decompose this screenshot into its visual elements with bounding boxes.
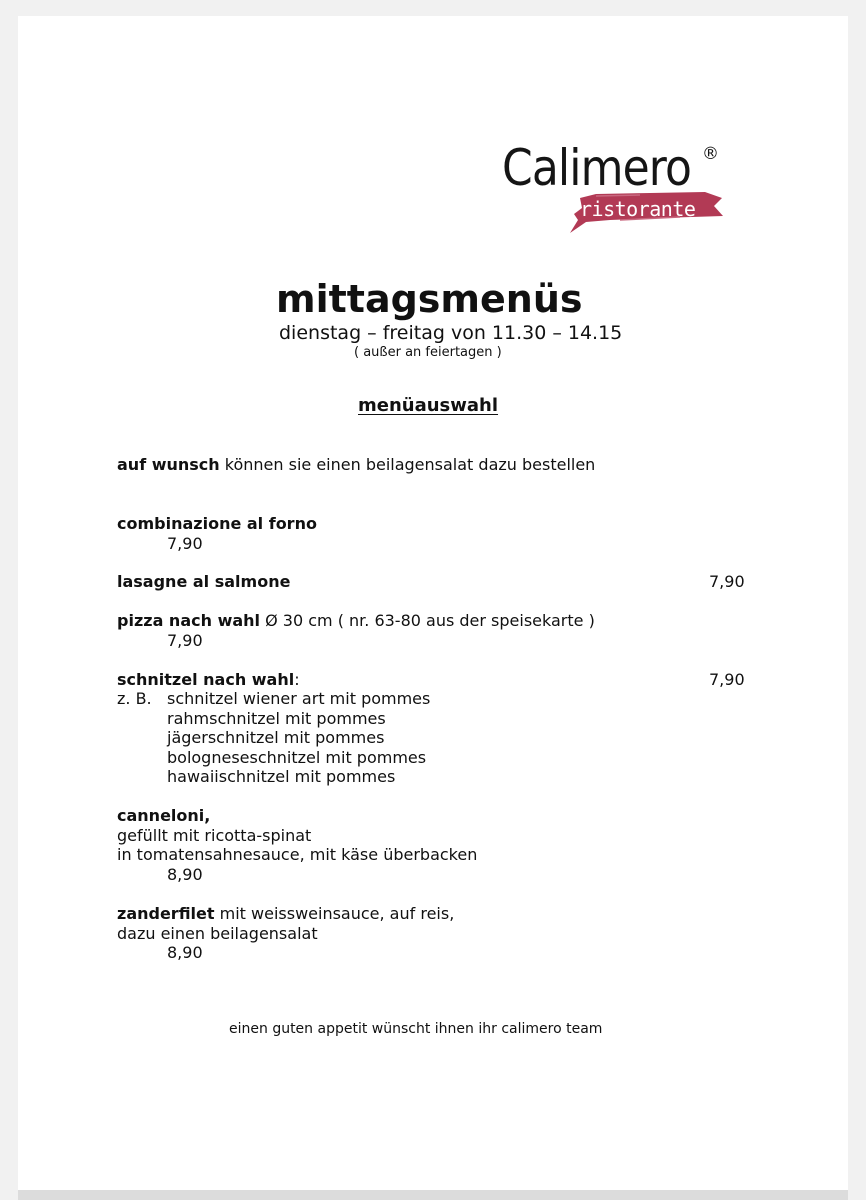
intro-rest: können sie einen beilagensalat dazu bestellen bbox=[219, 455, 596, 474]
schnitzel-option: bologneseschnitzel mit pommes bbox=[167, 748, 427, 767]
item-price: 7,90 bbox=[709, 572, 745, 591]
item-price: 7,90 bbox=[709, 670, 745, 689]
schnitzel-option: schnitzel wiener art mit pommes bbox=[167, 689, 431, 708]
item-price: 7,90 bbox=[167, 631, 203, 650]
intro-bold: auf wunsch bbox=[117, 455, 220, 474]
opening-hours: dienstag – freitag von 11.30 – 14.15 bbox=[279, 322, 623, 344]
schnitzel-option: hawaiischnitzel mit pommes bbox=[167, 767, 396, 786]
item-detail: mit weissweinsauce, auf reis, bbox=[214, 904, 455, 923]
intro-text bbox=[117, 455, 595, 475]
footer-greeting: einen guten appetit wünscht ihnen ihr calimero team bbox=[229, 1021, 603, 1037]
item-description: gefüllt mit ricotta-spinat bbox=[117, 826, 312, 845]
holiday-note: ( außer an feiertagen ) bbox=[354, 345, 502, 360]
item-price: 7,90 bbox=[167, 534, 203, 553]
item-prefix: z. B. bbox=[117, 689, 152, 708]
calimero-logo bbox=[500, 138, 730, 238]
page-bottom-edge bbox=[18, 1190, 848, 1200]
page-title: mittagsmenüs bbox=[276, 277, 583, 321]
item-detail: Ø 30 cm ( nr. 63-80 aus der speisekarte ) bbox=[260, 611, 595, 630]
registered-mark: ® bbox=[702, 144, 719, 164]
item-name: lasagne al salmone bbox=[117, 572, 291, 591]
section-title: menüauswahl bbox=[358, 395, 499, 416]
item-description: dazu einen beilagensalat bbox=[117, 924, 318, 943]
item-name: pizza nach wahl Ø 30 cm ( nr. 63-80 aus der speisekarte ) bbox=[117, 611, 595, 630]
item-name: schnitzel nach wahl: bbox=[117, 670, 300, 689]
logo-subtitle: ristorante bbox=[580, 197, 696, 221]
logo-wordmark: Calimero bbox=[502, 139, 692, 197]
item-name: canneloni, bbox=[117, 806, 211, 825]
schnitzel-option: rahmschnitzel mit pommes bbox=[167, 709, 386, 728]
item-price: 8,90 bbox=[167, 865, 203, 884]
item-price: 8,90 bbox=[167, 943, 203, 962]
item-description: in tomatensahnesauce, mit käse überbacken bbox=[117, 845, 478, 864]
schnitzel-option: jägerschnitzel mit pommes bbox=[167, 728, 385, 747]
item-name: zanderfilet mit weissweinsauce, auf reis, bbox=[117, 904, 455, 923]
item-name: combinazione al forno bbox=[117, 514, 317, 533]
